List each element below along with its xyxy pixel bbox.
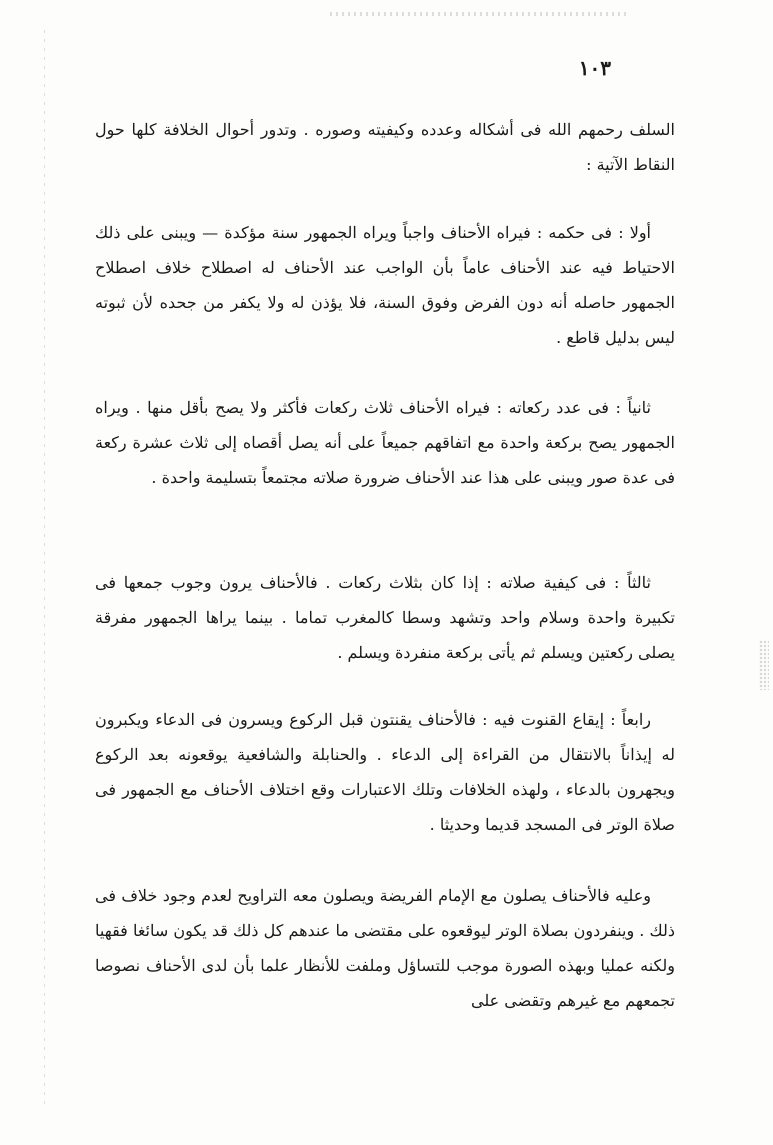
page-edge-shadow: [44, 30, 45, 1110]
paragraph-text: ثانياً : فى عدد ركعاته : فيراه الأحناف ثلاث ركعات فأكثر ولا يصح بأقل منها . ويراه الجمهور يصح بركعة واحدة مع اتفاقهم جميعاً على أنه يصل أقصاه إلى ثلاث عشرة ركعة فى عدة صور ويبنى على هذا عند الأحناف ضرورة صلاته مجتمعاً بتسليمة واحدة .: [95, 398, 675, 487]
paragraph-fourth-qunut: [95, 702, 675, 842]
scan-speckle: [759, 640, 769, 690]
paragraph-conclusion: [95, 878, 675, 1018]
paragraph-text: السلف رحمهم الله فى أشكاله وعدده وكيفيته وصوره . وتدور أحوال الخلافة كلها حول النقاط الآتية :: [95, 120, 675, 174]
intro-paragraph: [95, 112, 675, 182]
paragraph-text: رابعاً : إيقاع القنوت فيه : فالأحناف يقنتون قبل الركوع ويسرون فى الدعاء ويكبرون له إيذاناً بالانتقال من القراءة إلى الدعاء . والحنابلة والشافعية يوقعونه بعد الركوع ويجهرون بالدعاء ، ولهذه الخلافات وتلك الاعتبارات وقع اختلاف الأحناف مع الجمهور فى صلاة الوتر فى المسجد قديما وحديثا .: [95, 710, 675, 834]
paragraph-text: ثالثاً : فى كيفية صلاته : إذا كان بثلاث ركعات . فالأحناف يرون وجوب جمعها فى تكبيرة واحدة وسلام واحد وتشهد وسطا كالمغرب تماما . بينما يراها الجمهور مفرقة يصلى ركعتين ويسلم ثم يأتى بركعة منفردة ويسلم .: [95, 573, 675, 662]
paragraph-text: أولا : فى حكمه : فيراه الأحناف واجباً ويراه الجمهور سنة مؤكدة — ويبنى على ذلك الاحتياط فيه عند الأحناف عاماً بأن الواجب عند الأحناف له اصطلاح خلاف اصطلاح الجمهور حاصله أنه دون الفرض وفوق السنة، فلا يؤذن له ولا يكفر من جحده لأن ثبوته ليس بدليل قاطع .: [95, 223, 675, 347]
paragraph-text: وعليه فالأحناف يصلون مع الإمام الفريضة ويصلون معه التراويح لعدم وجود خلاف فى ذلك . وينفردون بصلاة الوتر ليوقعوه على مقتضى ما عندهم كل ذلك قد يكون سائغا فقهيا ولكنه عمليا وبهذه الصورة موجب للتساؤل وملفت للأنظار علما بأن لدى الأحناف نصوصا تجمعهم مع غيرهم وتقضى على: [95, 886, 675, 1010]
paragraph-second-rakaat: [95, 390, 675, 495]
scan-noise-top: [330, 12, 630, 16]
page-number: ١٠٣: [578, 56, 611, 80]
paragraph-first-ruling: [95, 215, 675, 355]
paragraph-third-manner: [95, 565, 675, 670]
